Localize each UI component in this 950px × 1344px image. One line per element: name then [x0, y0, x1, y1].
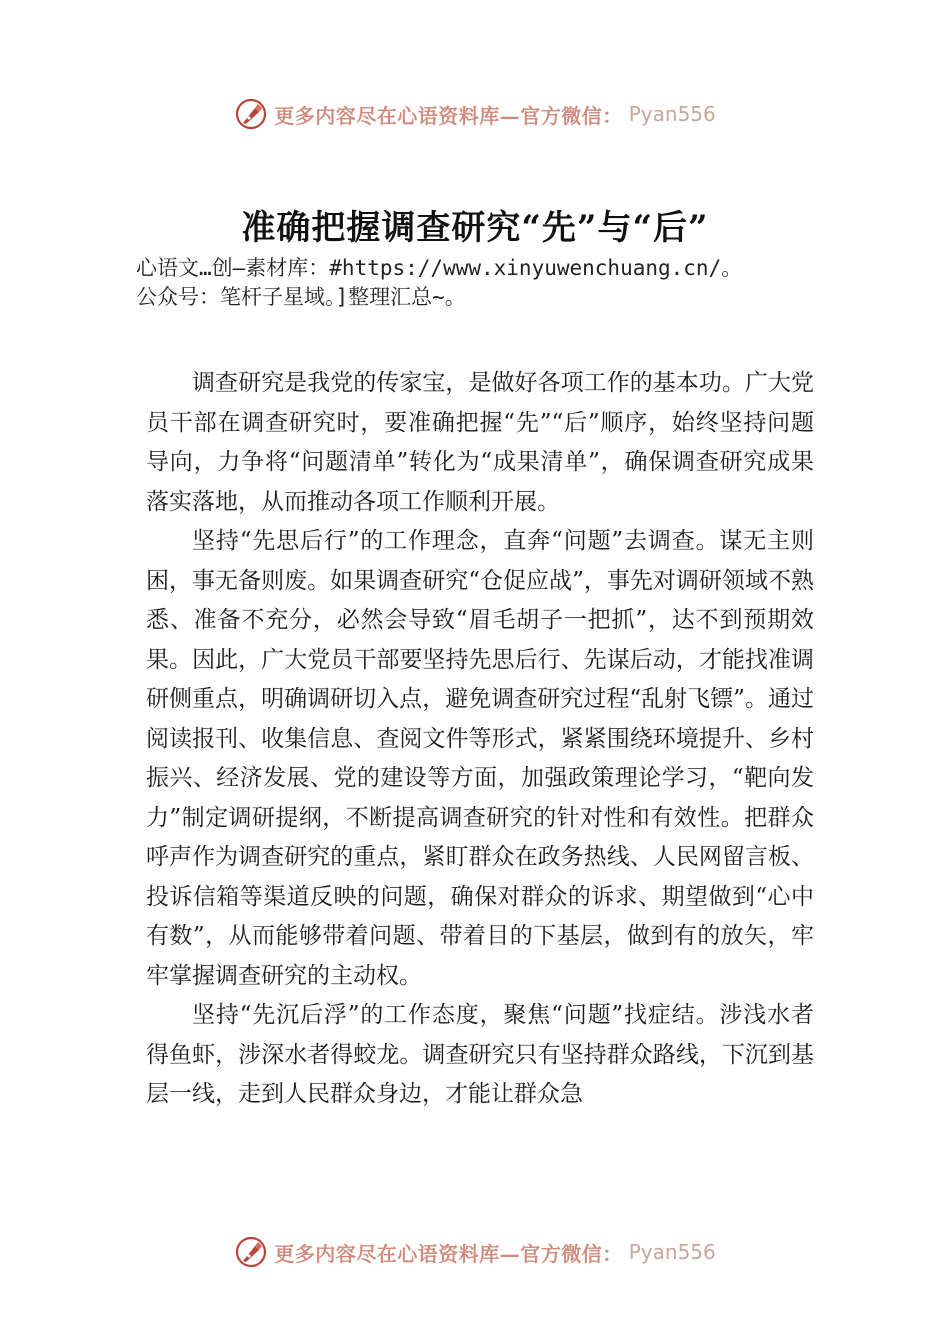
paragraph: 坚持“先思后行”的工作理念，直奔“问题”去调查。谋无主则困，事无备则废。如果调查研究“仓促应战”，事先对调研领域不熟悉、准备不充分，必然会导致“眉毛胡子一把抓”，达不到预期效果。因此，广大党员干部要坚持先思后行、先谋后动，才能找准调研侧重点，明确调研切入点，避免调查研究过程“乱射飞镖”。通过阅读报刊、收集信息、查阅文件等形式，紧紧围绕环境提升、乡村振兴、经济发展、党的建设等方面，加强政策理论学习，“靶向发力”制定调研提纲，不断提高调查研究的针对性和有效性。把群众呼声作为调查研究的重点，紧盯群众在政务热线、人民网留言板、 投诉信箱等渠道反映的问题，确保对群众的诉求、期望做到“心中有数”，从而能够带着问题、带着目的下基层，做到有的放矢，牢牢掌握调查研究的主动权。 — [146, 528, 814, 989]
banner-wechat-id: Pyan556 — [628, 1240, 716, 1264]
pen-nib-logo-icon — [234, 97, 268, 131]
document-title: 准确把握调查研究“先”与“后” — [241, 208, 709, 248]
banner-wechat-id: Pyan556 — [628, 102, 716, 126]
source-line-1: 心语文…创—素材库：#https://www.xinyuwenchuang.cn/。 — [136, 256, 743, 280]
source-note — [136, 254, 836, 312]
banner-text: 更多内容尽在心语资料库—官方微信： — [274, 1241, 623, 1266]
banner-text: 更多内容尽在心语资料库—官方微信： — [274, 103, 623, 128]
paragraph: 坚持“先沉后浮”的工作态度，聚焦“问题”找症结。涉浅水者得鱼虾，涉深水者得蛟龙。调查研究只有坚持群众路线，下沉到基层一线，走到人民群众身边，才能让群众急 — [146, 1002, 814, 1107]
footer-banner — [0, 1232, 950, 1272]
header-banner — [0, 94, 950, 134]
document-body — [146, 364, 814, 1115]
paragraph: 调查研究是我党的传家宝，是做好各项工作的基本功。广大党员干部在调查研究时，要准确把握“先”“后”顺序，始终坚持问题导向，力争将“问题清单”转化为“成果清单”，确保调查研究成果落实落地，从而推动各项工作顺利开展。 — [146, 370, 814, 515]
pen-nib-logo-icon — [234, 1235, 268, 1269]
source-line-2: 公众号：笔杆子星域。]整理汇总~。 — [136, 285, 466, 309]
